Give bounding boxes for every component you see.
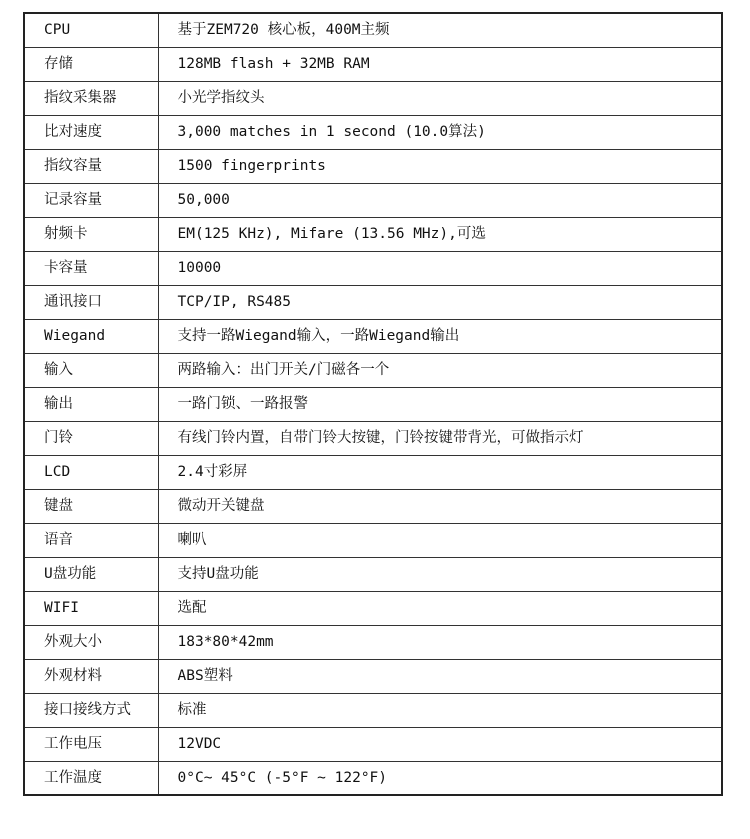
spec-row [24,557,722,591]
spec-value: ABS塑料 [158,659,722,693]
spec-row [24,13,722,47]
spec-row [24,523,722,557]
spec-label: 存储 [24,47,158,81]
spec-label: 工作温度 [24,761,158,795]
spec-label: U盘功能 [24,557,158,591]
spec-label: 射频卡 [24,217,158,251]
spec-value: 两路输入：出门开关/门磁各一个 [158,353,722,387]
spec-label: 卡容量 [24,251,158,285]
spec-row [24,489,722,523]
spec-label: LCD [24,455,158,489]
spec-table-body [24,13,722,795]
spec-label: 通讯接口 [24,285,158,319]
spec-row [24,149,722,183]
spec-value: 基于ZEM720 核心板，400M主频 [158,13,722,47]
spec-value: 0°C~ 45°C (-5°F ~ 122°F) [158,761,722,795]
spec-value: 2.4寸彩屏 [158,455,722,489]
spec-row [24,353,722,387]
spec-row [24,727,722,761]
spec-row [24,81,722,115]
spec-label: 语音 [24,523,158,557]
spec-row [24,115,722,149]
spec-label: 外观大小 [24,625,158,659]
spec-row [24,693,722,727]
spec-label: 外观材料 [24,659,158,693]
spec-value: 喇叭 [158,523,722,557]
spec-label: 门铃 [24,421,158,455]
spec-label: 指纹容量 [24,149,158,183]
spec-value: 10000 [158,251,722,285]
spec-value: 标准 [158,693,722,727]
spec-label: Wiegand [24,319,158,353]
spec-value: 12VDC [158,727,722,761]
spec-row [24,319,722,353]
spec-row [24,47,722,81]
spec-label: 接口接线方式 [24,693,158,727]
spec-row [24,659,722,693]
spec-value: 183*80*42mm [158,625,722,659]
spec-row [24,387,722,421]
spec-value: 选配 [158,591,722,625]
spec-value: 有线门铃内置，自带门铃大按键，门铃按键带背光，可做指示灯 [158,421,722,455]
spec-row [24,285,722,319]
spec-label: 记录容量 [24,183,158,217]
spec-row [24,455,722,489]
spec-value: 50,000 [158,183,722,217]
spec-row [24,625,722,659]
spec-row [24,251,722,285]
spec-value: 支持U盘功能 [158,557,722,591]
spec-label: 工作电压 [24,727,158,761]
spec-row [24,591,722,625]
spec-value: 3,000 matches in 1 second (10.0算法) [158,115,722,149]
spec-label: 键盘 [24,489,158,523]
spec-label: 输入 [24,353,158,387]
spec-row [24,421,722,455]
spec-table [23,12,723,796]
spec-value: TCP/IP, RS485 [158,285,722,319]
spec-value: 一路门锁、一路报警 [158,387,722,421]
spec-value: 支持一路Wiegand输入，一路Wiegand输出 [158,319,722,353]
spec-label: 比对速度 [24,115,158,149]
spec-value: EM(125 KHz), Mifare (13.56 MHz),可选 [158,217,722,251]
spec-row [24,761,722,795]
spec-value: 小光学指纹头 [158,81,722,115]
spec-label: WIFI [24,591,158,625]
spec-value: 1500 fingerprints [158,149,722,183]
spec-label: 输出 [24,387,158,421]
spec-row [24,217,722,251]
spec-label: CPU [24,13,158,47]
spec-row [24,183,722,217]
spec-value: 微动开关键盘 [158,489,722,523]
spec-label: 指纹采集器 [24,81,158,115]
spec-value: 128MB flash + 32MB RAM [158,47,722,81]
